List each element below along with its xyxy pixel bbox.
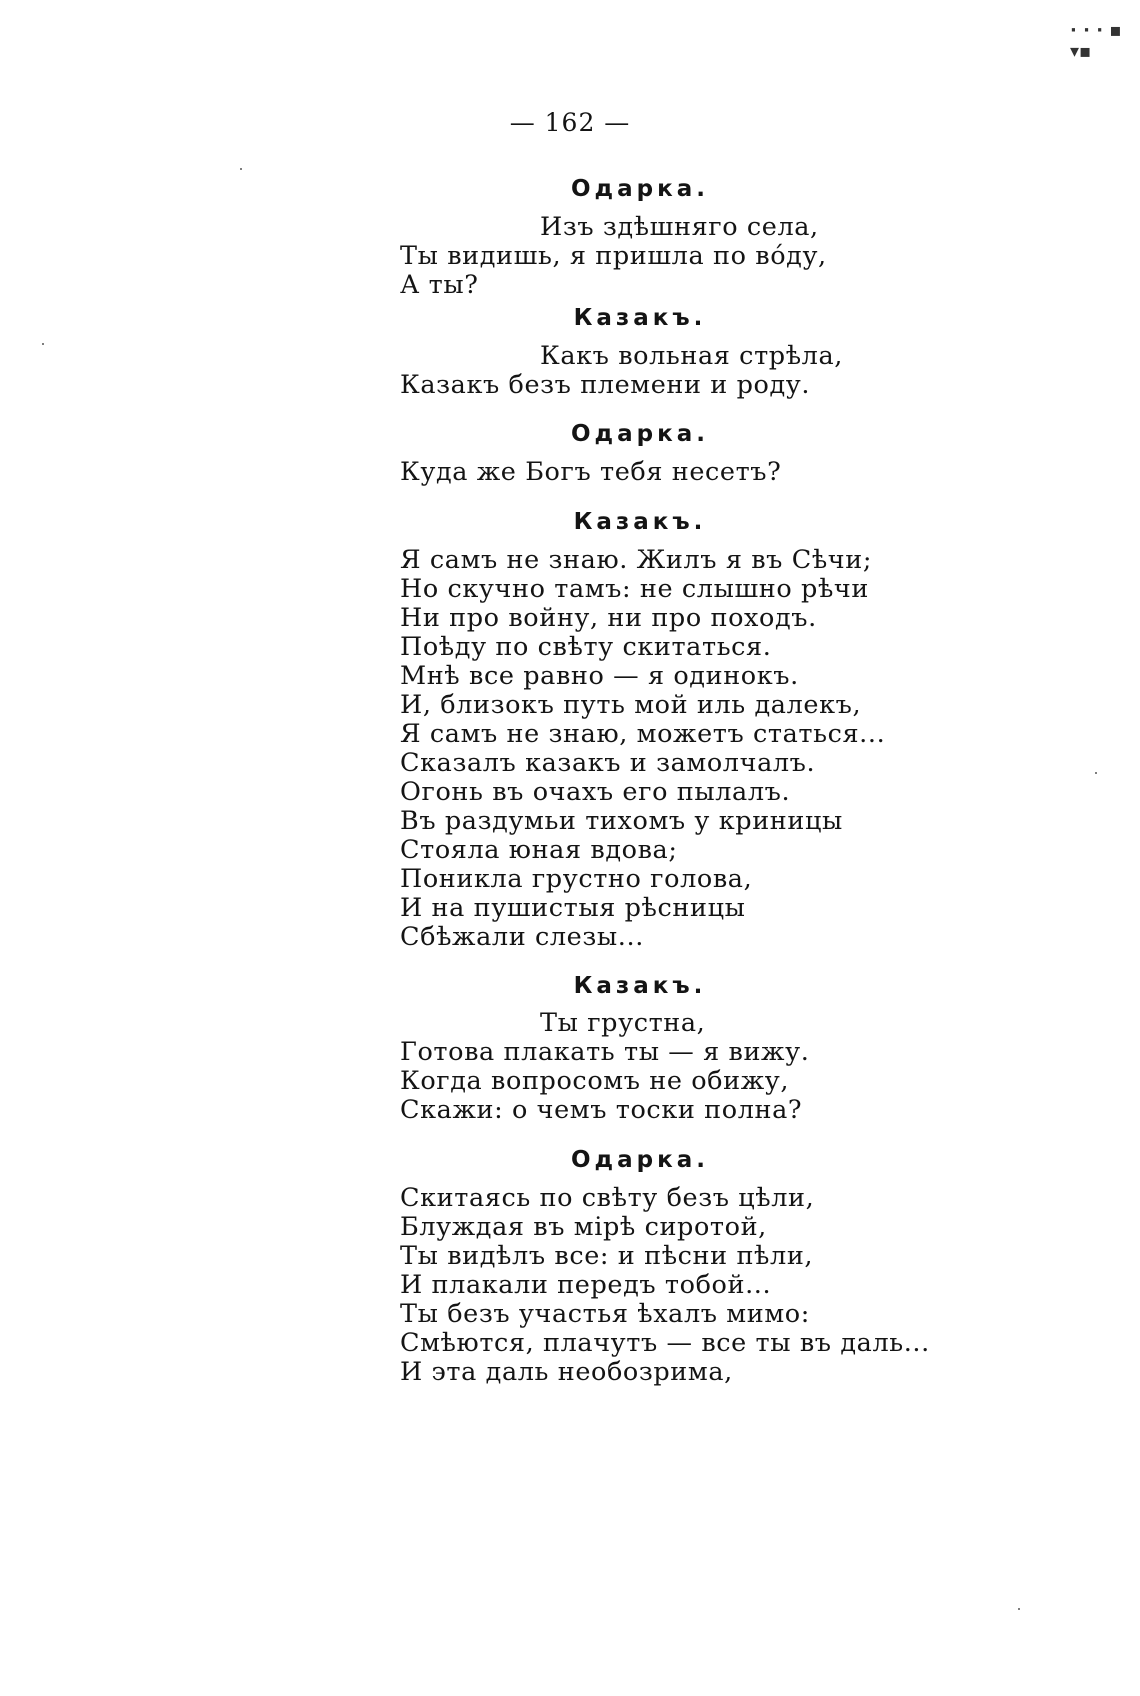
verse-line: Казакъ безъ племени и роду. (400, 370, 811, 400)
page-number: — 162 — (509, 108, 631, 137)
verse-line: Куда же Богъ тебя несетъ? (400, 457, 782, 487)
verse-line: Блуждая въ мірѣ сиротой, (400, 1212, 767, 1242)
verse-line: Ты безъ участья ѣхалъ мимо: (400, 1299, 810, 1329)
speaker-heading: Казакъ. (573, 509, 707, 535)
verse-line: И на пушистыя рѣсницы (400, 893, 746, 923)
verse-line: А ты? (400, 270, 479, 300)
verse-line: Сбѣжали слезы... (400, 922, 644, 952)
verse-line: Въ раздумьи тихомъ у криницы (400, 806, 843, 836)
verse-line: Я самъ не знаю, можетъ статься... (400, 719, 886, 749)
verse-line: Поникла грустно голова, (400, 864, 753, 894)
verse-line: И эта даль необозрима, (400, 1357, 733, 1387)
verse-line: Какъ вольная стрѣла, (540, 341, 843, 371)
speaker-heading: Казакъ. (573, 305, 707, 331)
verse-line: И плакали передъ тобой... (400, 1270, 772, 1300)
speaker-heading: Одарка. (571, 1147, 709, 1173)
verse-line: Скитаясь по свѣту безъ цѣли, (400, 1183, 815, 1213)
scan-speck (42, 343, 44, 345)
scan-speck (240, 168, 242, 170)
corner-ink-mark: · · · ▪ ▾▪ (1070, 20, 1122, 62)
verse-line: Готова плакать ты — я вижу. (400, 1037, 810, 1067)
verse-line: Огонь въ очахъ его пылалъ. (400, 777, 791, 807)
verse-line: Ты видѣлъ все: и пѣсни пѣли, (400, 1241, 814, 1271)
verse-line: Но скучно тамъ: не слышно рѣчи (400, 574, 869, 604)
verse-line: Мнѣ все равно — я одинокъ. (400, 661, 799, 691)
verse-line: Изъ здѣшняго села, (540, 212, 819, 242)
verse-line: Ты видишь, я пришла по вóду, (400, 241, 827, 271)
speaker-heading: Одарка. (571, 176, 709, 202)
scan-speck (1018, 1608, 1020, 1610)
verse-line: Смѣются, плачутъ — все ты въ даль... (400, 1328, 930, 1358)
verse-line: И, близокъ путь мой иль далекъ, (400, 690, 862, 720)
verse-line: Поѣду по свѣту скитаться. (400, 632, 772, 662)
verse-line: Скажи: о чемъ тоски полна? (400, 1095, 803, 1125)
verse-line: Сказалъ казакъ и замолчалъ. (400, 748, 816, 778)
speaker-heading: Казакъ. (573, 973, 707, 999)
speaker-heading: Одарка. (571, 421, 709, 447)
verse-line: Когда вопросомъ не обижу, (400, 1066, 790, 1096)
verse-line: Стояла юная вдова; (400, 835, 678, 865)
verse-line: Я самъ не знаю. Жилъ я въ Сѣчи; (400, 545, 873, 575)
verse-line: Ты грустна, (540, 1008, 706, 1038)
verse-line: Ни про войну, ни про походъ. (400, 603, 817, 633)
scan-speck (1095, 772, 1097, 774)
